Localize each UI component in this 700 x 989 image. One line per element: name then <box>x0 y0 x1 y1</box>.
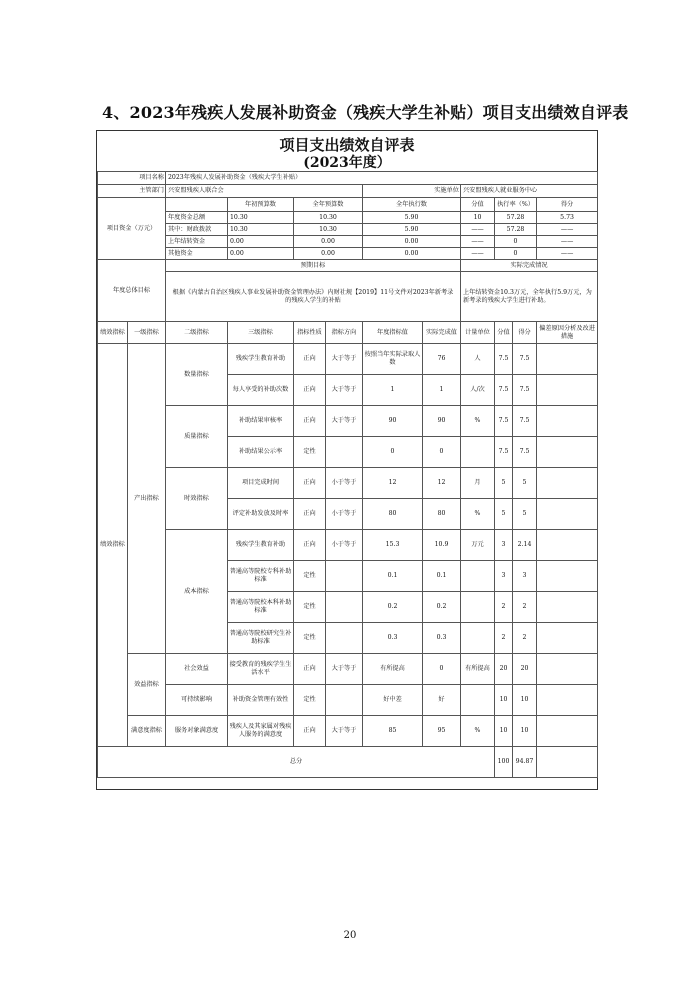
ind-score: 7.5 <box>513 437 537 468</box>
ind-target: 0 <box>363 437 423 468</box>
funds-budget-start: 10.30 <box>228 212 294 224</box>
ind-target: 90 <box>363 406 423 437</box>
ind-l3: 残疾人及其家属对残疾人服务的满意度 <box>228 716 294 747</box>
ind-direction: 大于等于 <box>326 375 363 406</box>
ind-header-nature: 指标性质 <box>294 322 326 344</box>
ind-score: 20 <box>513 654 537 685</box>
ind-direction <box>326 592 363 623</box>
funds-budget-year: 10.30 <box>294 224 363 236</box>
funds-score-value: —— <box>461 248 495 260</box>
indicator-row <box>98 685 598 716</box>
ind-deviation <box>537 437 598 468</box>
ind-nature: 定性 <box>294 592 326 623</box>
ind-score: 7.5 <box>513 375 537 406</box>
ind-value: 2 <box>495 592 513 623</box>
ind-nature: 正向 <box>294 716 326 747</box>
ind-direction: 大于等于 <box>326 716 363 747</box>
ind-nature: 正向 <box>294 499 326 530</box>
funds-rate: 57.28 <box>495 212 537 224</box>
ind-score: 3 <box>513 561 537 592</box>
ind-actual: 好 <box>423 685 461 716</box>
funds-row-name: 上年结转资金 <box>166 236 228 248</box>
funds-budget-start: 0.00 <box>228 236 294 248</box>
indicator-row <box>98 530 598 561</box>
goals-row <box>98 272 598 322</box>
ind-deviation <box>537 406 598 437</box>
project-name-label: 项目名称 <box>98 172 166 185</box>
ind-deviation <box>537 716 598 747</box>
ind-actual: 0.3 <box>423 623 461 654</box>
funds-score-value: —— <box>461 236 495 248</box>
ind-deviation <box>537 592 598 623</box>
ind-nature: 正向 <box>294 530 326 561</box>
funds-header-score: 得分 <box>537 198 598 212</box>
ind-target: 0.2 <box>363 592 423 623</box>
ind-nature: 正向 <box>294 654 326 685</box>
indicator-row <box>98 406 598 437</box>
funds-score: —— <box>537 248 598 260</box>
ind-l2-cost: 成本指标 <box>166 530 228 654</box>
page-number: 20 <box>343 930 357 941</box>
funds-budget-start: 0.00 <box>228 248 294 260</box>
goals-expected: 根据《内蒙古自治区残疾人事业发展补助资金管理办法》内财社规【2019】11号文件对2023年新考录的残疾人学生的补贴 <box>166 272 461 322</box>
ind-actual: 95 <box>423 716 461 747</box>
ind-actual: 80 <box>423 499 461 530</box>
ind-target: 85 <box>363 716 423 747</box>
ind-unit <box>461 561 495 592</box>
funds-rate: 0 <box>495 236 537 248</box>
ind-unit <box>461 437 495 468</box>
indicators-header-row <box>98 322 598 344</box>
goals-header-row <box>98 260 598 272</box>
funds-budget-year: 10.30 <box>294 212 363 224</box>
ind-unit <box>461 592 495 623</box>
ind-value: 7.5 <box>495 437 513 468</box>
ind-actual: 76 <box>423 344 461 375</box>
funds-score: 5.73 <box>537 212 598 224</box>
ind-header-l1: 一级指标 <box>128 322 166 344</box>
ind-deviation <box>537 499 598 530</box>
ind-unit: 万元 <box>461 530 495 561</box>
ind-direction <box>326 685 363 716</box>
total-score: 94.87 <box>513 747 537 778</box>
indicator-row <box>98 654 598 685</box>
ind-deviation <box>537 685 598 716</box>
ind-deviation <box>537 530 598 561</box>
ind-l3: 补助结果审核率 <box>228 406 294 437</box>
evaluation-form <box>96 130 598 790</box>
dept-value: 兴安盟残疾人联合会 <box>166 185 363 198</box>
funds-executed: 0.00 <box>363 248 461 260</box>
indicator-row <box>98 468 598 499</box>
ind-value: 10 <box>495 716 513 747</box>
ind-direction: 大于等于 <box>326 654 363 685</box>
ind-direction: 小于等于 <box>326 468 363 499</box>
ind-value: 10 <box>495 685 513 716</box>
ind-direction <box>326 437 363 468</box>
ind-unit: 月 <box>461 468 495 499</box>
indicator-row <box>98 716 598 747</box>
funds-budget-year: 0.00 <box>294 236 363 248</box>
ind-unit: % <box>461 499 495 530</box>
funds-row <box>98 248 598 260</box>
ind-value: 7.5 <box>495 406 513 437</box>
unit-value: 兴安盟残疾人就业服务中心 <box>461 185 598 198</box>
indicator-row <box>98 344 598 375</box>
ind-l2-quantity: 数量指标 <box>166 344 228 406</box>
ind-header-target: 年度指标值 <box>363 322 423 344</box>
ind-direction: 大于等于 <box>326 344 363 375</box>
ind-deviation <box>537 561 598 592</box>
ind-unit: 人/次 <box>461 375 495 406</box>
ind-score: 7.5 <box>513 344 537 375</box>
ind-actual: 10.9 <box>423 530 461 561</box>
ind-deviation <box>537 344 598 375</box>
funds-row <box>98 224 598 236</box>
ind-l2-quality: 质量指标 <box>166 406 228 468</box>
ind-score: 2.14 <box>513 530 537 561</box>
ind-header-l2: 二级指标 <box>166 322 228 344</box>
funds-executed: 0.00 <box>363 236 461 248</box>
ind-header-direction: 指标方向 <box>326 322 363 344</box>
ind-l2-timeliness: 时效指标 <box>166 468 228 530</box>
ind-nature: 定性 <box>294 437 326 468</box>
ind-value: 7.5 <box>495 375 513 406</box>
ind-value: 5 <box>495 499 513 530</box>
ind-actual: 1 <box>423 375 461 406</box>
ind-target: 0.3 <box>363 623 423 654</box>
ind-direction <box>326 561 363 592</box>
ind-nature: 定性 <box>294 685 326 716</box>
funds-row <box>98 212 598 224</box>
ind-score: 10 <box>513 685 537 716</box>
ind-l3: 补助资金管理有效性 <box>228 685 294 716</box>
form-title: 项目支出绩效自评表 <box>279 136 415 154</box>
ind-unit: % <box>461 716 495 747</box>
ind-unit: % <box>461 406 495 437</box>
goals-actual-label: 实际完成情况 <box>461 260 598 272</box>
funds-header-executed: 全年执行数 <box>363 198 461 212</box>
ind-header-l3: 三级指标 <box>228 322 294 344</box>
funds-score-value: —— <box>461 224 495 236</box>
total-row <box>98 747 598 778</box>
ind-l3: 接受教育的残疾学生生活水平 <box>228 654 294 685</box>
ind-header-actual: 实际完成值 <box>423 322 461 344</box>
ind-l1-benefit: 效益指标 <box>128 654 166 716</box>
project-name-value: 2023年残疾人发展补助资金（残疾大学生补贴） <box>166 172 598 185</box>
ind-actual: 12 <box>423 468 461 499</box>
ind-l3: 每人享受的补助次数 <box>228 375 294 406</box>
funds-row-name: 其他资金 <box>166 248 228 260</box>
total-value: 100 <box>495 747 513 778</box>
ind-header-unit: 计量单位 <box>461 322 495 344</box>
ind-value: 20 <box>495 654 513 685</box>
funds-header-row <box>98 198 598 212</box>
total-label: 总分 <box>98 747 495 778</box>
ind-nature: 正向 <box>294 406 326 437</box>
ind-deviation <box>537 375 598 406</box>
ind-l1-satisfaction: 满意度指标 <box>128 716 166 747</box>
ind-header-perf: 绩效指标 <box>98 322 128 344</box>
ind-value: 2 <box>495 623 513 654</box>
ind-l2-sustain: 可持续影响 <box>166 685 228 716</box>
funds-row-name: 其中：财政拨款 <box>166 224 228 236</box>
ind-score: 7.5 <box>513 406 537 437</box>
funds-header-budget-year: 全年预算数 <box>294 198 363 212</box>
ind-value: 7.5 <box>495 344 513 375</box>
ind-actual: 90 <box>423 406 461 437</box>
ind-unit <box>461 685 495 716</box>
ind-direction: 大于等于 <box>326 406 363 437</box>
ind-header-deviation: 偏差原因分析及改进措施 <box>537 322 598 344</box>
ind-target: 12 <box>363 468 423 499</box>
ind-perf-label: 绩效指标 <box>98 344 128 747</box>
ind-l3: 项目完成时间 <box>228 468 294 499</box>
page-heading: 4、2023年残疾人发展补助资金（残疾大学生补贴）项目支出绩效自评表 <box>102 103 629 122</box>
funds-budget-start: 10.30 <box>228 224 294 236</box>
ind-score: 5 <box>513 468 537 499</box>
funds-executed: 5.90 <box>363 212 461 224</box>
ind-l3: 普通高等院校本科补助标准 <box>228 592 294 623</box>
ind-deviation <box>537 623 598 654</box>
ind-nature: 正向 <box>294 468 326 499</box>
ind-target: 80 <box>363 499 423 530</box>
ind-target: 15.3 <box>363 530 423 561</box>
ind-header-score: 得分 <box>513 322 537 344</box>
ind-target: 按照当年实际录取人数 <box>363 344 423 375</box>
goals-actual: 上年结转资金10.3万元，全年执行5.9万元，为新考录的残疾大学生进行补助。 <box>461 272 598 322</box>
ind-nature: 正向 <box>294 344 326 375</box>
ind-value: 3 <box>495 561 513 592</box>
dept-label: 主管部门 <box>98 185 166 198</box>
ind-actual: 0 <box>423 437 461 468</box>
funds-budget-year: 0.00 <box>294 248 363 260</box>
funds-rate: 57.28 <box>495 224 537 236</box>
ind-actual: 0.2 <box>423 592 461 623</box>
ind-target: 有所提高 <box>363 654 423 685</box>
funds-executed: 5.90 <box>363 224 461 236</box>
ind-l2-social: 社会效益 <box>166 654 228 685</box>
ind-deviation <box>537 654 598 685</box>
goals-expected-label: 预期目标 <box>166 260 461 272</box>
ind-direction: 小于等于 <box>326 499 363 530</box>
funds-label: 项目资金（万元） <box>98 198 166 260</box>
ind-unit: 人 <box>461 344 495 375</box>
ind-direction <box>326 623 363 654</box>
ind-score: 10 <box>513 716 537 747</box>
ind-value: 3 <box>495 530 513 561</box>
ind-unit: 有所提高 <box>461 654 495 685</box>
form-year: (2023年度） <box>303 155 391 171</box>
goals-label: 年度总体目标 <box>98 260 166 322</box>
ind-score: 5 <box>513 499 537 530</box>
ind-score: 2 <box>513 592 537 623</box>
ind-target: 0.1 <box>363 561 423 592</box>
ind-nature: 定性 <box>294 623 326 654</box>
ind-l3: 评定补助发放及时率 <box>228 499 294 530</box>
ind-nature: 定性 <box>294 561 326 592</box>
total-deviation <box>537 747 598 778</box>
ind-l1-output: 产出指标 <box>128 344 166 654</box>
project-dept-row <box>98 185 598 198</box>
ind-l2-service: 服务对象满意度 <box>166 716 228 747</box>
ind-l3: 普通高等院校专科补助标准 <box>228 561 294 592</box>
ind-target: 好中差 <box>363 685 423 716</box>
funds-score-value: 10 <box>461 212 495 224</box>
ind-header-value: 分值 <box>495 322 513 344</box>
ind-nature: 正向 <box>294 375 326 406</box>
funds-header-blank <box>166 198 228 212</box>
ind-l3: 补助结果公示率 <box>228 437 294 468</box>
ind-l3: 普通高等院校研究生补助标准 <box>228 623 294 654</box>
funds-header-score-value: 分值 <box>461 198 495 212</box>
project-name-row <box>98 172 598 185</box>
ind-deviation <box>537 468 598 499</box>
funds-score: —— <box>537 224 598 236</box>
funds-rate: 0 <box>495 248 537 260</box>
ind-actual: 0.1 <box>423 561 461 592</box>
ind-value: 5 <box>495 468 513 499</box>
ind-l3: 残疾学生教育补助 <box>228 344 294 375</box>
ind-l3: 残疾学生教育补助 <box>228 530 294 561</box>
ind-actual: 0 <box>423 654 461 685</box>
funds-row-name: 年度资金总额 <box>166 212 228 224</box>
ind-unit <box>461 623 495 654</box>
unit-label: 实施单位 <box>363 185 461 198</box>
ind-direction: 小于等于 <box>326 530 363 561</box>
ind-score: 2 <box>513 623 537 654</box>
funds-row <box>98 236 598 248</box>
evaluation-table <box>97 171 598 778</box>
ind-target: 1 <box>363 375 423 406</box>
funds-header-rate: 执行率（%） <box>495 198 537 212</box>
funds-header-budget-start: 年初预算数 <box>228 198 294 212</box>
funds-score: —— <box>537 236 598 248</box>
